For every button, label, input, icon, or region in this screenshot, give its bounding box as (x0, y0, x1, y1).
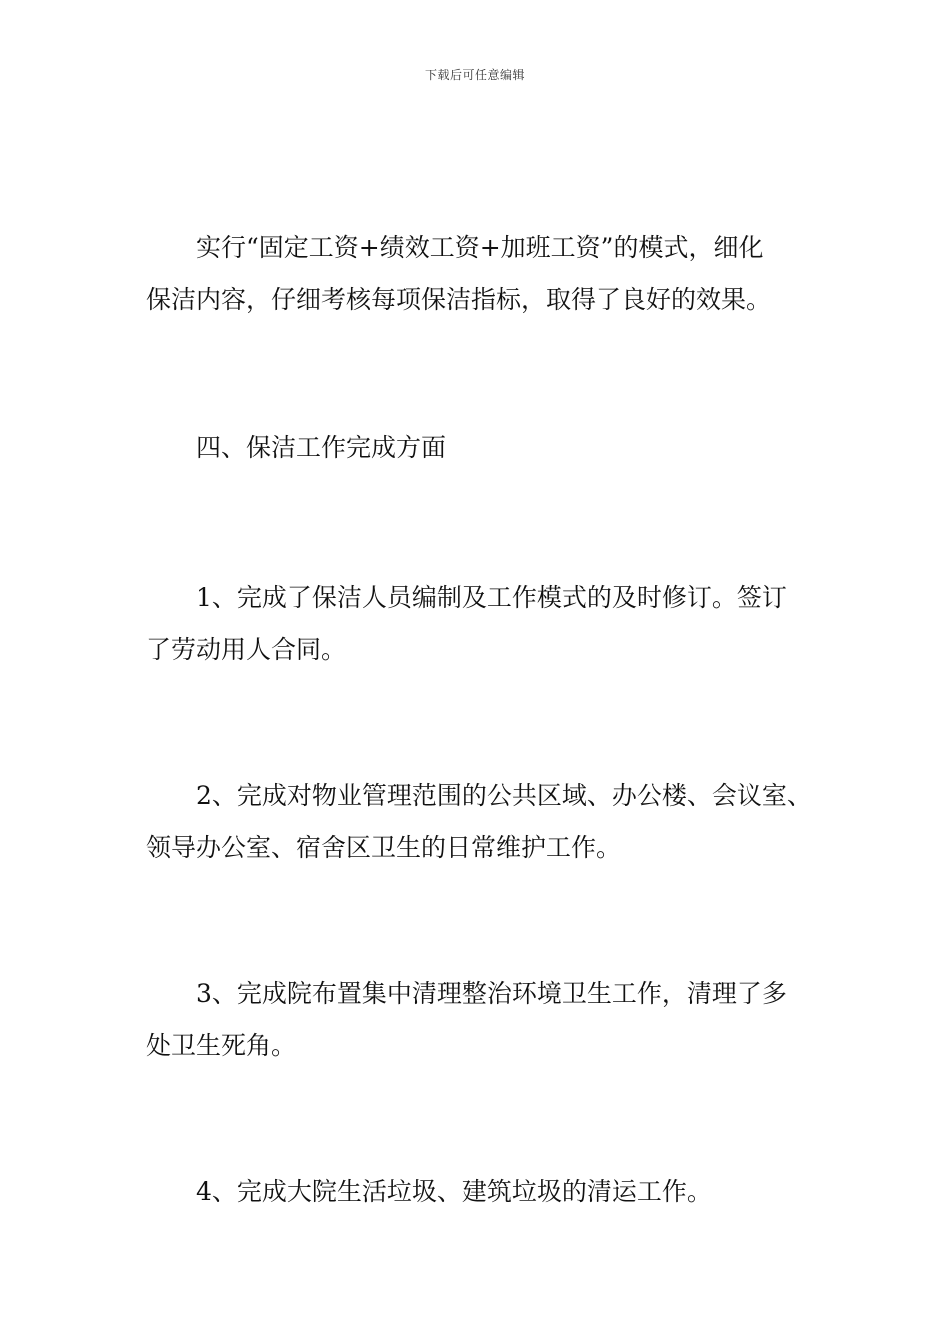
paragraph-item-2 (146, 770, 846, 874)
paragraph-item-4 (146, 1166, 846, 1218)
paragraph-line: 2、完成对物业管理范围的公共区域、办公楼、会议室、 (196, 781, 812, 810)
paragraph-wage-model (146, 222, 846, 326)
paragraph-line: 4、完成大院生活垃圾、建筑垃圾的清运工作。 (196, 1177, 712, 1206)
paragraph-line: 1、完成了保洁人员编制及工作模式的及时修订。签订 (196, 583, 787, 612)
paragraph-line: 实行“固定工资+绩效工资+加班工资”的模式，细化 (196, 233, 764, 262)
paragraph-item-1 (146, 572, 846, 676)
page-header: 下载后可任意编辑 (424, 68, 525, 82)
section-heading-text: 四、保洁工作完成方面 (196, 433, 447, 462)
paragraph-line: 领导办公室、宿舍区卫生的日常维护工作。 (146, 833, 622, 862)
paragraph-line: 处卫生死角。 (146, 1031, 297, 1060)
paragraph-line: 3、完成院布置集中清理整治环境卫生工作，清理了多 (196, 979, 787, 1008)
section-heading (146, 422, 846, 474)
paragraph-line: 了劳动用人合同。 (146, 635, 347, 664)
paragraph-line: 保洁内容，仔细考核每项保洁指标，取得了良好的效果。 (146, 285, 772, 314)
paragraph-item-3 (146, 968, 846, 1072)
